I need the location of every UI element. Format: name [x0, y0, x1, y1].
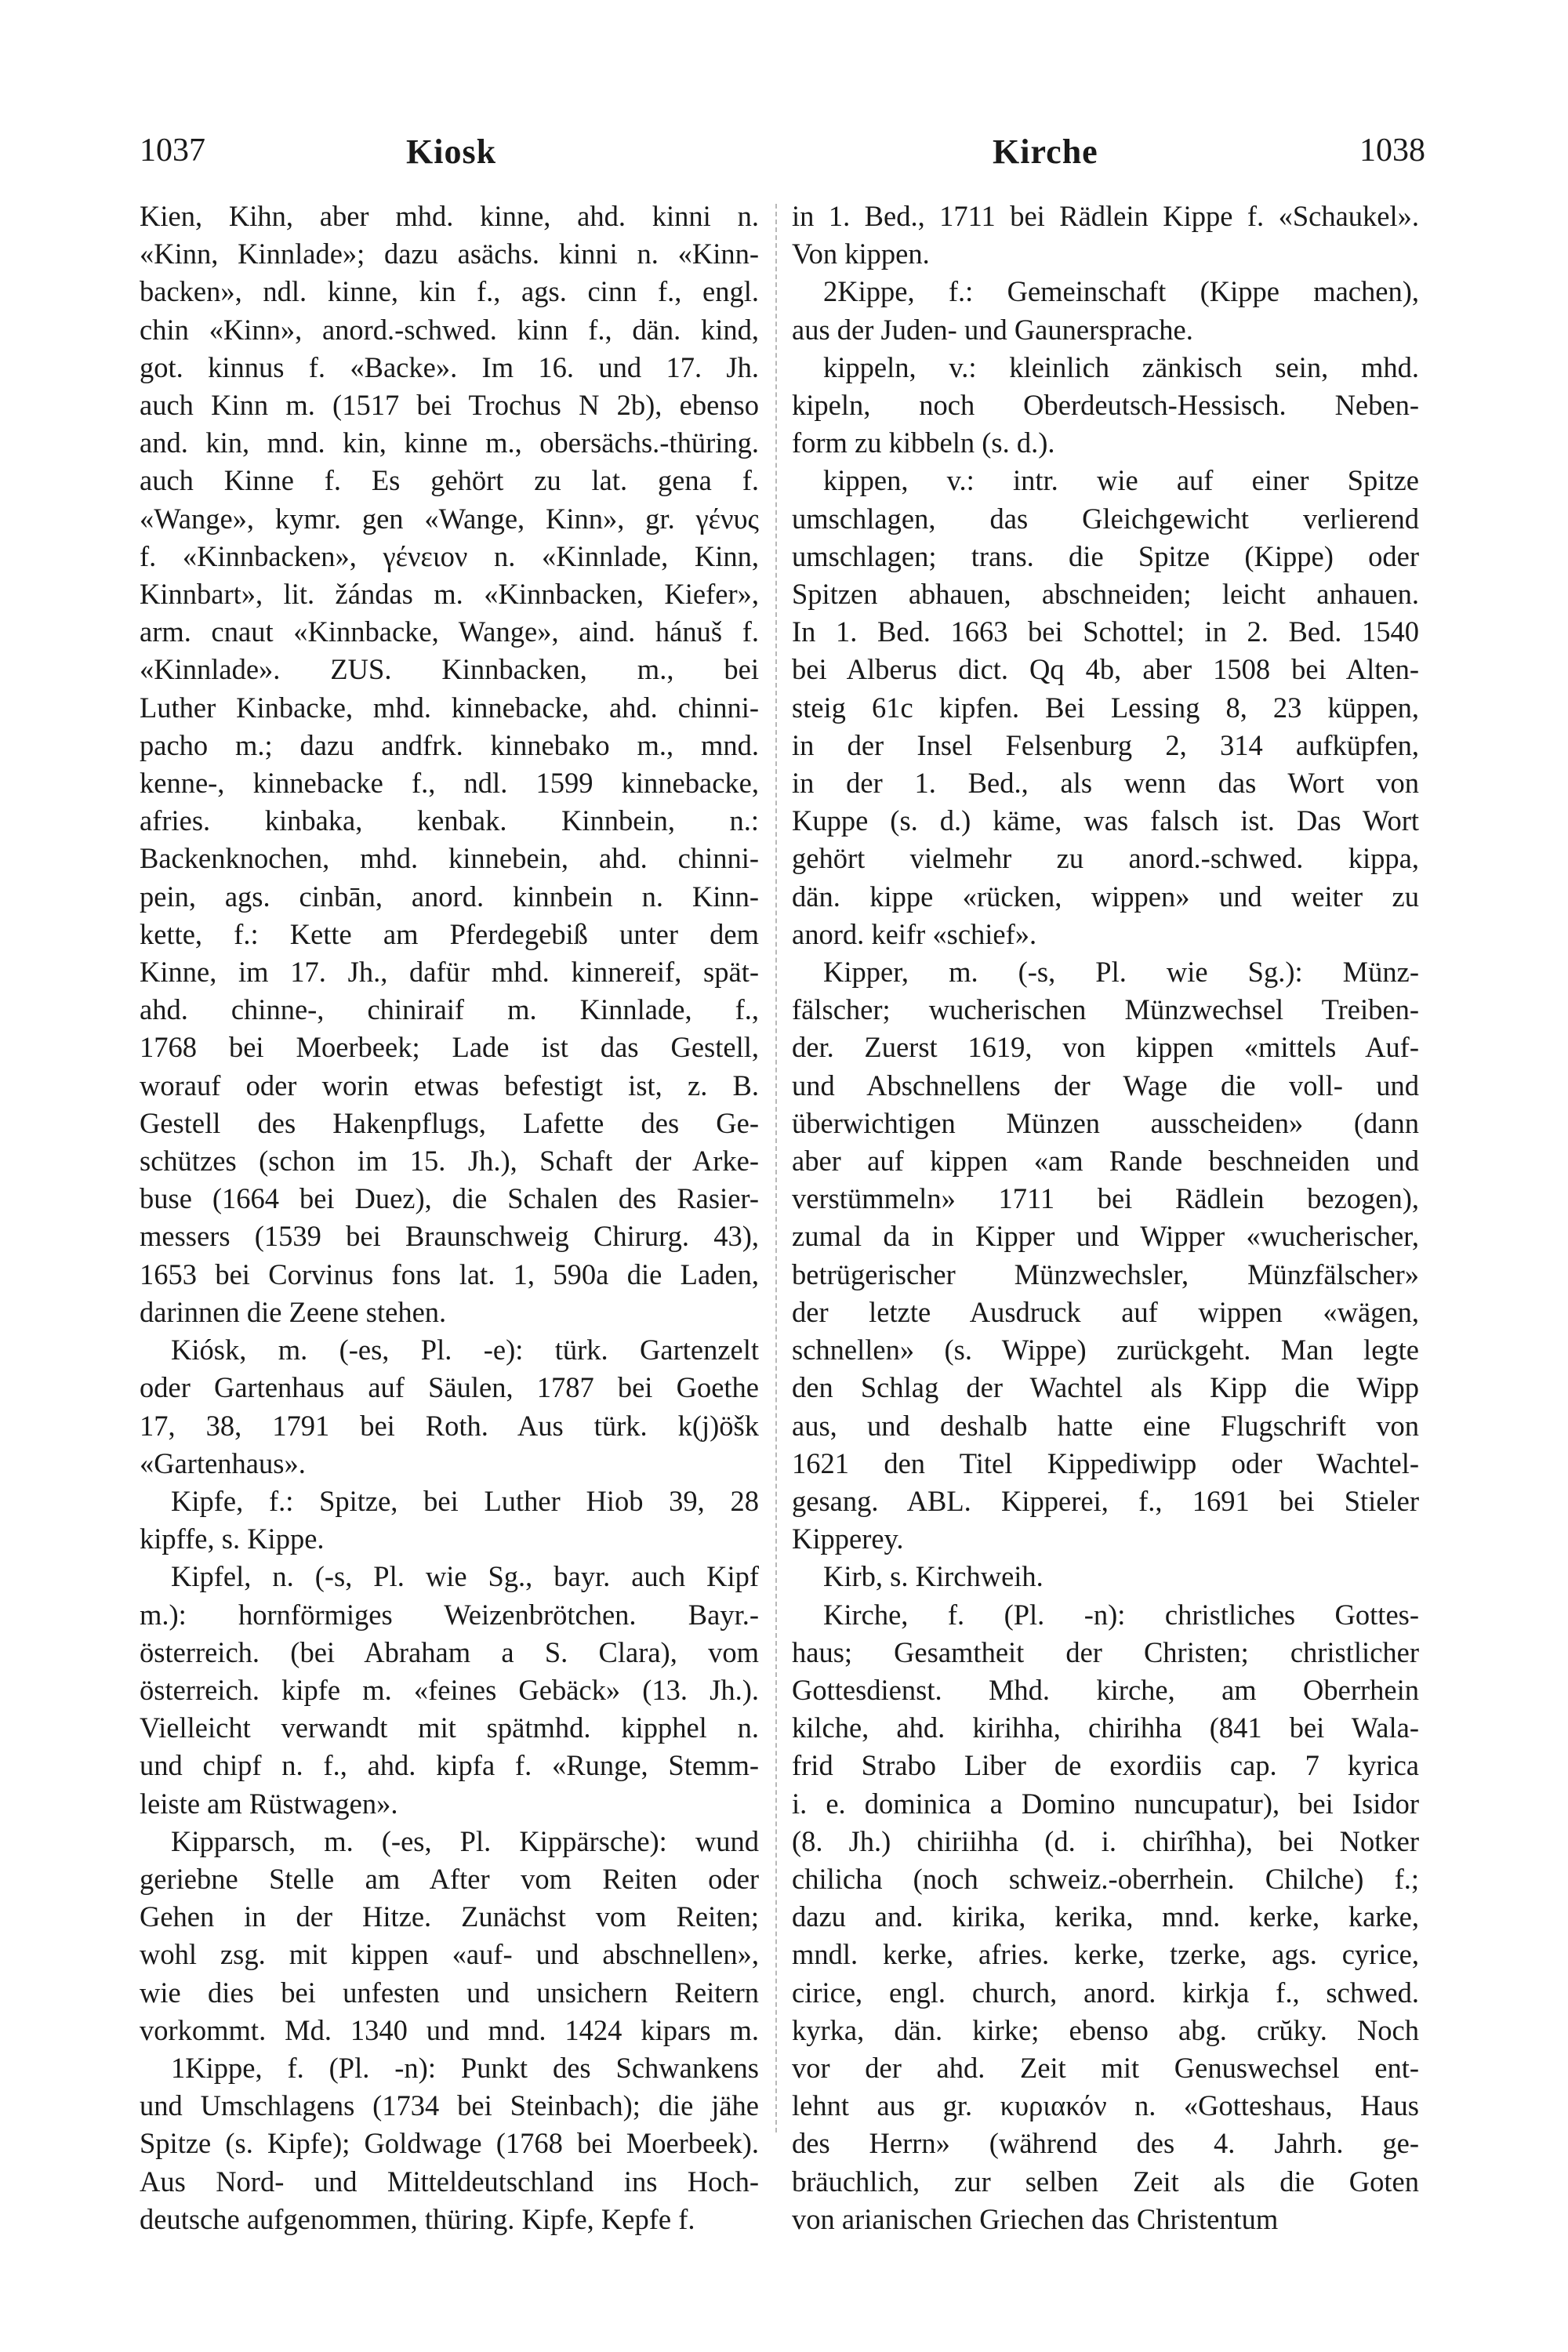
- text-line: Backenknochen, mhd. kinnebein, ahd. chinni-: [140, 842, 759, 875]
- text-line: «Gartenhaus».: [140, 1446, 306, 1479]
- left-column: [140, 198, 759, 2235]
- page-number-right: 1038: [1359, 132, 1425, 169]
- text-line: kippeln, v.: kleinlich zänkisch sein, mhd.: [823, 350, 1419, 383]
- text-line: chin «Kinn», anord.-schwed. kinn f., dän. kind,: [140, 313, 759, 346]
- text-line: arm. cnaut «Kinnbacke, Wange», aind. hánuš f.: [140, 615, 759, 648]
- text-line: m.): hornförmiges Weizenbrötchen. Bayr.-: [140, 1598, 759, 1631]
- text-line: in der 1. Bed., als wenn das Wort von: [792, 767, 1419, 800]
- text-line: chilicha (noch schweiz.-oberrhein. Chilche) f.;: [792, 1862, 1419, 1895]
- text-line: und Umschlagens (1734 bei Steinbach); die jähe: [140, 2089, 759, 2122]
- text-line: vorkommt. Md. 1340 und mnd. 1424 kipars m.: [140, 2013, 759, 2046]
- text-line: (8. Jh.) chiriihha (d. i. chirîhha), bei Notker: [792, 1824, 1419, 1857]
- text-line: Kirche, f. (Pl. -n): christliches Gottes-: [823, 1598, 1419, 1631]
- text-line: pein, ags. cinbān, anord. kinnbein n. Kinn-: [140, 880, 759, 913]
- text-line: darinnen die Zeene stehen.: [140, 1295, 447, 1328]
- text-line: Kinne, im 17. Jh., dafür mhd. kinnereif, spät-: [140, 956, 759, 989]
- text-line: Spitzen abhauen, abschneiden; leicht anhauen.: [792, 578, 1419, 611]
- text-line: kipeln, noch Oberdeutsch-Hessisch. Neben-: [792, 389, 1419, 422]
- header-keyword-right: Kirche: [993, 132, 1098, 171]
- text-line: Kipfe, f.: Spitze, bei Luther Hiob 39, 28: [171, 1484, 759, 1517]
- text-line: worauf oder worin etwas befestigt ist, z. B.: [140, 1069, 759, 1102]
- text-line: lehnt aus gr. κυριακόν n. «Gotteshaus, Haus: [792, 2089, 1419, 2122]
- text-line: den Schlag der Wachtel als Kipp die Wipp: [792, 1371, 1419, 1404]
- text-line: 17, 38, 1791 bei Roth. Aus türk. k(j)öšk: [140, 1409, 759, 1442]
- text-line: kenne-, kinnebacke f., ndl. 1599 kinnebacke,: [140, 767, 759, 800]
- text-line: wie dies bei unfesten und unsichern Reitern: [140, 1976, 759, 2009]
- text-line: oder Gartenhaus auf Säulen, 1787 bei Goethe: [140, 1371, 759, 1404]
- text-line: zumal da in Kipper und Wipper «wucherischer,: [792, 1220, 1419, 1253]
- text-line: kippen, v.: intr. wie auf einer Spitze: [823, 464, 1419, 497]
- text-line: bräuchlich, zur selben Zeit als die Goten: [792, 2165, 1419, 2198]
- text-line: Kipparsch, m. (-es, Pl. Kippärsche): wund: [171, 1824, 759, 1857]
- text-line: von arianischen Griechen das Christentum: [792, 2202, 1279, 2235]
- text-line: backen», ndl. kinne, kin f., ags. cinn f., engl.: [140, 275, 759, 308]
- text-line: deutsche aufgenommen, thüring. Kipfe, Kepfe f.: [140, 2202, 695, 2235]
- text-line: pacho m.; dazu andfrk. kinnebako m., mnd.: [140, 728, 759, 761]
- text-line: Luther Kinbacke, mhd. kinnebacke, ahd. chinni-: [140, 691, 759, 724]
- text-line: Gottesdienst. Mhd. kirche, am Oberrhein: [792, 1673, 1419, 1706]
- text-line: umschlagen; trans. die Spitze (Kippe) oder: [792, 539, 1419, 572]
- text-line: Vielleicht verwandt mit spätmhd. kipphel n.: [140, 1711, 759, 1744]
- text-line: dän. kippe «rücken, wippen» und weiter zu: [792, 880, 1419, 913]
- text-line: kette, f.: Kette am Pferdegebiß unter dem: [140, 917, 759, 950]
- text-line: «Kinnlade». ZUS. Kinnbacken, m., bei: [140, 653, 759, 686]
- text-line: f. «Kinnbacken», γένειον n. «Kinnlade, Kinn,: [140, 539, 759, 572]
- text-line: anord. keifr «schief».: [792, 917, 1037, 950]
- text-line: dazu and. kirika, kerika, mnd. kerke, karke,: [792, 1900, 1419, 1933]
- text-line: Kinnbart», lit. žándas m. «Kinnbacken, Kiefer»,: [140, 578, 759, 611]
- text-line: österreich. kipfe m. «feines Gebäck» (13. Jh.).: [140, 1673, 759, 1706]
- page-number-left: 1037: [140, 132, 205, 169]
- text-line: vor der ahd. Zeit mit Genuswechsel ent-: [792, 2051, 1419, 2084]
- text-line: ahd. chinne-, chiniraif m. Kinnlade, f.,: [140, 993, 759, 1026]
- text-line: Gehen in der Hitze. Zunächst vom Reiten;: [140, 1900, 759, 1933]
- text-line: gehört vielmehr zu anord.-schwed. kippa,: [792, 842, 1419, 875]
- text-line: in der Insel Felsenburg 2, 314 aufküpfen,: [792, 728, 1419, 761]
- text-line: auch Kinn m. (1517 bei Trochus N 2b), ebenso: [140, 389, 759, 422]
- text-line: leiste am Rüstwagen».: [140, 1787, 398, 1820]
- text-line: Gestell des Hakenpflugs, Lafette des Ge-: [140, 1106, 759, 1139]
- text-line: 2Kippe, f.: Gemeinschaft (Kippe machen),: [823, 275, 1419, 308]
- text-line: «Wange», kymr. gen «Wange, Kinn», gr. γένυς: [140, 502, 759, 535]
- text-line: des Herrn» (während des 4. Jahrh. ge-: [792, 2127, 1419, 2160]
- text-line: mndl. kerke, afries. kerke, tzerke, ags. cyrice,: [792, 1938, 1419, 1971]
- text-line: schnellen» (s. Wippe) zurückgeht. Man legte: [792, 1334, 1419, 1367]
- text-line: geriebne Stelle am After vom Reiten oder: [140, 1862, 759, 1895]
- text-line: und Abschnellens der Wage die voll- und: [792, 1069, 1419, 1102]
- text-line: 1621 den Titel Kippediwipp oder Wachtel-: [792, 1446, 1419, 1479]
- text-line: 1768 bei Moerbeek; Lade ist das Gestell,: [140, 1031, 759, 1064]
- text-line: 1653 bei Corvinus fons lat. 1, 590a die Laden,: [140, 1258, 759, 1290]
- text-line: aus, und deshalb hatte eine Flugschrift von: [792, 1409, 1419, 1442]
- header-keyword-left: Kiosk: [406, 132, 497, 171]
- text-line: kipffe, s. Kippe.: [140, 1523, 325, 1555]
- text-line: schützes (schon im 15. Jh.), Schaft der Arke-: [140, 1145, 759, 1178]
- text-line: fälscher; wucherischen Münzwechsel Treiben-: [792, 993, 1419, 1026]
- text-line: haus; Gesamtheit der Christen; christlicher: [792, 1635, 1419, 1668]
- text-line: Spitze (s. Kipfe); Goldwage (1768 bei Moerbeek).: [140, 2127, 759, 2160]
- text-line: Aus Nord- und Mitteldeutschland ins Hoch-: [140, 2165, 759, 2198]
- text-line: auch Kinne f. Es gehört zu lat. gena f.: [140, 464, 759, 497]
- text-line: in 1. Bed., 1711 bei Rädlein Kippe f. «Schaukel».: [792, 200, 1419, 232]
- text-line: überwichtigen Münzen ausscheiden» (dann: [792, 1106, 1419, 1139]
- text-line: Kien, Kihn, aber mhd. kinne, ahd. kinni n.: [140, 200, 759, 232]
- text-line: In 1. Bed. 1663 bei Schottel; in 2. Bed. 1540: [792, 615, 1419, 648]
- text-line: der. Zuerst 1619, von kippen «mittels Auf-: [792, 1031, 1419, 1064]
- text-line: umschlagen, das Gleichgewicht verlierend: [792, 502, 1419, 535]
- text-line: Kipfel, n. (-s, Pl. wie Sg., bayr. auch Kipf: [171, 1560, 759, 1593]
- text-line: Von kippen.: [792, 238, 930, 270]
- text-line: and. kin, mnd. kin, kinne m., obersächs.-thüring.: [140, 426, 759, 459]
- text-line: bei Alberus dict. Qq 4b, aber 1508 bei Alten-: [792, 653, 1419, 686]
- text-line: steig 61c kipfen. Bei Lessing 8, 23 küppen,: [792, 691, 1419, 724]
- text-line: «Kinn, Kinnlade»; dazu asächs. kinni n. «Kinn-: [140, 238, 759, 270]
- text-line: Kirb, s. Kirchweih.: [823, 1560, 1044, 1593]
- text-line: Kipper, m. (-s, Pl. wie Sg.): Münz-: [823, 956, 1419, 989]
- text-line: afries. kinbaka, kenbak. Kinnbein, n.:: [140, 804, 759, 837]
- text-line: kyrka, dän. kirke; ebenso abg. crŭky. Noch: [792, 2013, 1419, 2046]
- column-divider: [775, 204, 777, 2132]
- text-line: messers (1539 bei Braunschweig Chirurg. 43),: [140, 1220, 759, 1253]
- text-line: 1Kippe, f. (Pl. -n): Punkt des Schwankens: [171, 2051, 759, 2084]
- text-line: österreich. (bei Abraham a S. Clara), vom: [140, 1635, 759, 1668]
- text-line: aber auf kippen «am Rande beschneiden und: [792, 1145, 1419, 1178]
- text-line: buse (1664 bei Duez), die Schalen des Rasier-: [140, 1182, 759, 1215]
- text-line: verstümmeln» 1711 bei Rädlein bezogen),: [792, 1182, 1419, 1215]
- text-line: aus der Juden- und Gaunersprache.: [792, 313, 1193, 346]
- text-line: und chipf n. f., ahd. kipfa f. «Runge, Stemm-: [140, 1749, 759, 1782]
- text-line: got. kinnus f. «Backe». Im 16. und 17. Jh.: [140, 350, 759, 383]
- text-line: frid Strabo Liber de exordiis cap. 7 kyrica: [792, 1749, 1419, 1782]
- text-line: Kiósk, m. (-es, Pl. -e): türk. Gartenzelt: [171, 1334, 759, 1367]
- text-line: der letzte Ausdruck auf wippen «wägen,: [792, 1295, 1419, 1328]
- text-line: Kipperey.: [792, 1523, 904, 1555]
- page-header: [140, 132, 1425, 187]
- text-line: gesang. ABL. Kipperei, f., 1691 bei Stieler: [792, 1484, 1419, 1517]
- text-line: form zu kibbeln (s. d.).: [792, 426, 1055, 459]
- right-column: [792, 198, 1419, 2235]
- text-line: i. e. dominica a Domino nuncupatur), bei Isidor: [792, 1787, 1419, 1820]
- text-line: cirice, engl. church, anord. kirkja f., schwed.: [792, 1976, 1419, 2009]
- text-line: wohl zsg. mit kippen «auf- und abschnellen»,: [140, 1938, 759, 1971]
- text-line: kilche, ahd. kirihha, chirihha (841 bei Wala-: [792, 1711, 1419, 1744]
- text-line: betrügerischer Münzwechsler, Münzfälscher»: [792, 1258, 1419, 1290]
- text-line: Kuppe (s. d.) käme, was falsch ist. Das Wort: [792, 804, 1419, 837]
